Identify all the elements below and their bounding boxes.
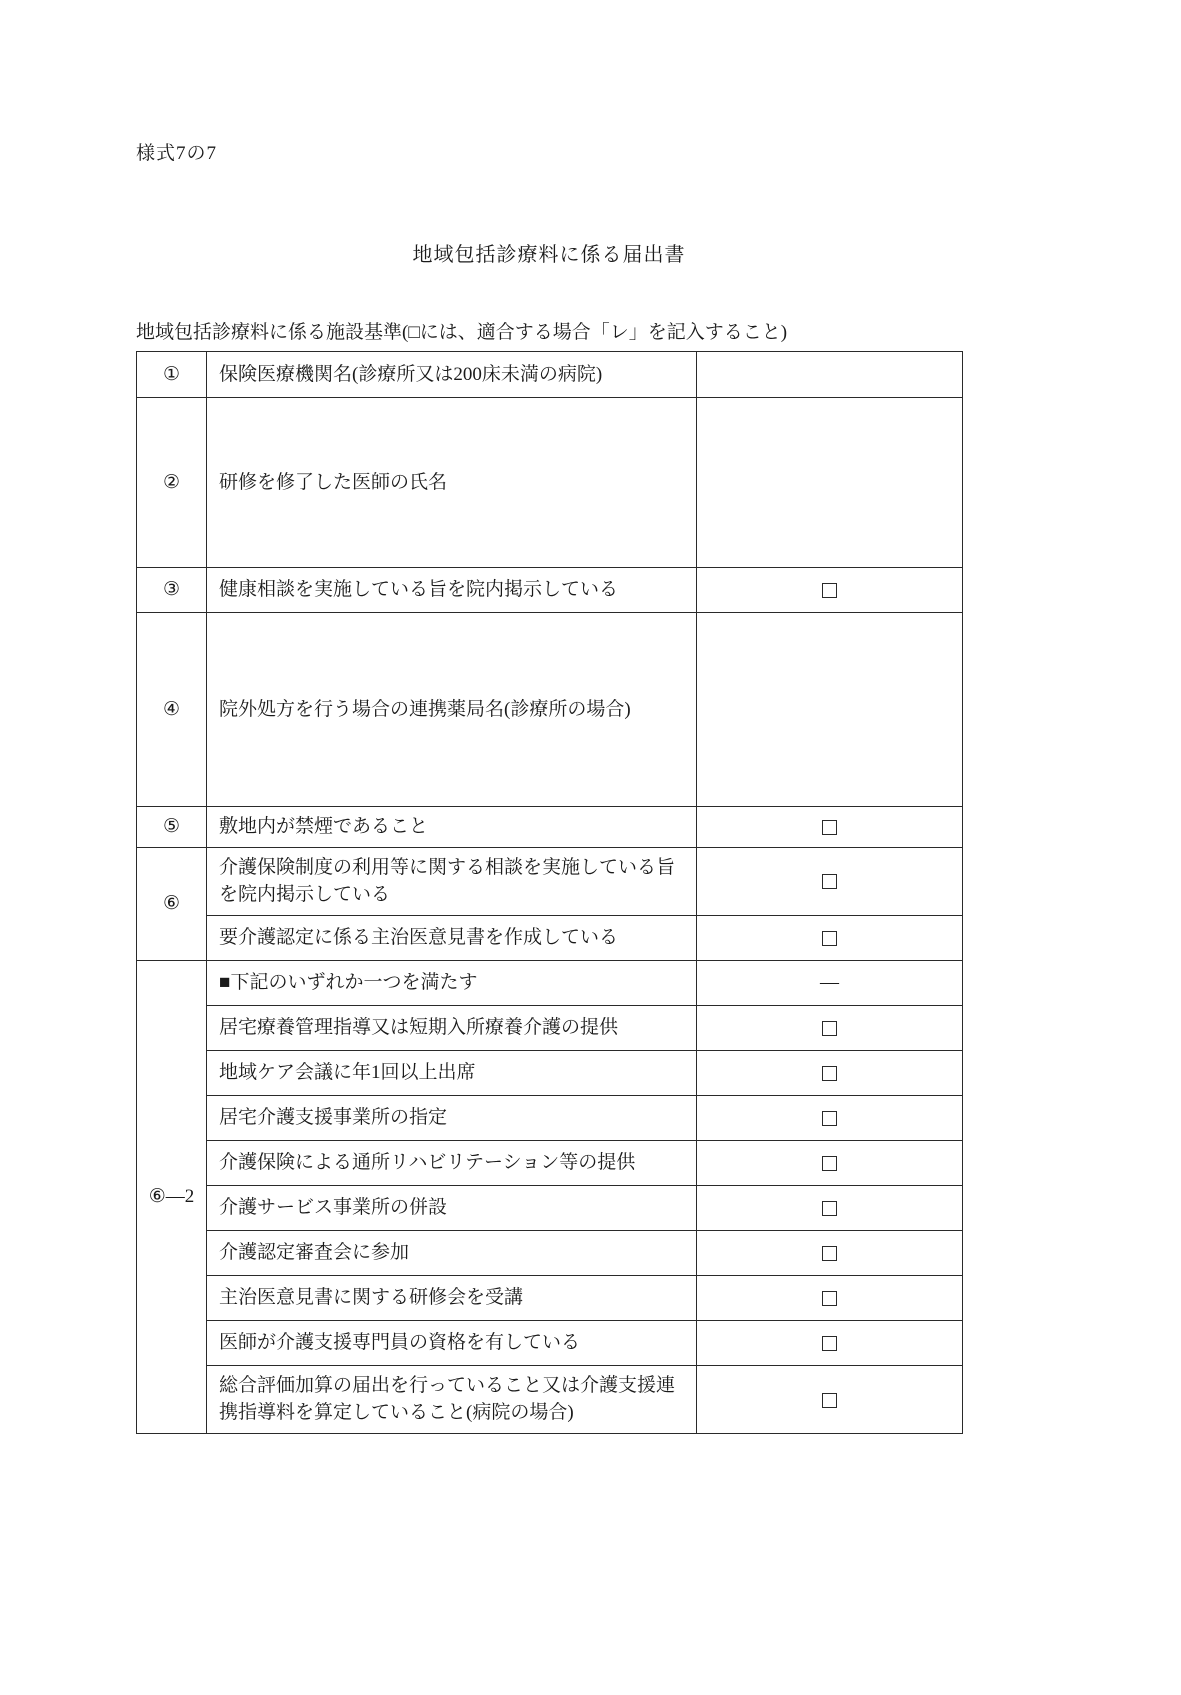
row-label: 介護認定審査会に参加 (207, 1230, 697, 1275)
document-content (136, 138, 962, 1434)
table-row (137, 613, 963, 807)
table-row (137, 1275, 963, 1320)
table-row (137, 398, 963, 568)
entry-cell[interactable] (697, 398, 963, 568)
table-row (137, 915, 963, 960)
dash-mark: ― (820, 971, 839, 993)
checkbox-cell (697, 1050, 963, 1095)
checkbox-cell (697, 847, 963, 915)
checkbox-cell (697, 807, 963, 848)
checkbox[interactable] (822, 1393, 837, 1408)
table-row (137, 568, 963, 613)
table-row (137, 1140, 963, 1185)
row-label: 主治医意見書に関する研修会を受講 (207, 1275, 697, 1320)
row-label: 地域ケア会議に年1回以上出席 (207, 1050, 697, 1095)
table-row (137, 807, 963, 848)
checkbox-cell (697, 1005, 963, 1050)
row-label: 研修を修了した医師の氏名 (207, 398, 697, 568)
table-row (137, 1185, 963, 1230)
table-row (137, 1320, 963, 1365)
table-caption: 地域包括診療料に係る施設基準(□には、適合する場合「レ」を記入すること) (136, 322, 788, 343)
row-number: ③ (137, 568, 207, 613)
checkbox[interactable] (822, 931, 837, 946)
page-title: 地域包括診療料に係る届出書 (412, 244, 686, 266)
table-row (137, 1005, 963, 1050)
entry-cell[interactable] (697, 352, 963, 398)
table-row (137, 1230, 963, 1275)
row-label: 介護サービス事業所の併設 (207, 1185, 697, 1230)
row-label: 敷地内が禁煙であること (207, 807, 697, 848)
checkbox[interactable] (822, 1336, 837, 1351)
row-label: ■下記のいずれか一つを満たす (207, 960, 697, 1005)
checkbox-cell (697, 1230, 963, 1275)
checkbox-cell (697, 915, 963, 960)
checkbox[interactable] (822, 1246, 837, 1261)
checkbox-cell (697, 568, 963, 613)
row-label: 介護保険による通所リハビリテーション等の提供 (207, 1140, 697, 1185)
checkbox[interactable] (822, 820, 837, 835)
checkbox-cell (697, 1320, 963, 1365)
checkbox[interactable] (822, 1291, 837, 1306)
row-number: ⑥―2 (137, 960, 207, 1433)
row-label: 医師が介護支援専門員の資格を有している (207, 1320, 697, 1365)
checkbox-cell (697, 1275, 963, 1320)
checkbox-cell (697, 1185, 963, 1230)
checkbox[interactable] (822, 1156, 837, 1171)
table-row (137, 352, 963, 398)
row-label: 院外処方を行う場合の連携薬局名(診療所の場合) (207, 613, 697, 807)
dash-cell (697, 960, 963, 1005)
row-number: ④ (137, 613, 207, 807)
table-row (137, 1050, 963, 1095)
row-label: 居宅介護支援事業所の指定 (207, 1095, 697, 1140)
checkbox[interactable] (822, 874, 837, 889)
row-label: 保険医療機関名(診療所又は200床未満の病院) (207, 352, 697, 398)
checkbox[interactable] (822, 583, 837, 598)
form-number: 様式7の7 (136, 143, 218, 164)
table-row (137, 960, 963, 1005)
row-label: 介護保険制度の利用等に関する相談を実施している旨を院内掲示している (207, 847, 697, 915)
table-row (137, 1095, 963, 1140)
row-label: 総合評価加算の届出を行っていること又は介護支援連携指導料を算定していること(病院の場合) (207, 1365, 697, 1433)
checkbox[interactable] (822, 1066, 837, 1081)
row-number: ① (137, 352, 207, 398)
checkbox[interactable] (822, 1021, 837, 1036)
row-number: ② (137, 398, 207, 568)
row-label: 健康相談を実施している旨を院内掲示している (207, 568, 697, 613)
checkbox-cell (697, 1095, 963, 1140)
row-number: ⑥ (137, 847, 207, 960)
table-row (137, 847, 963, 915)
table-row (137, 1365, 963, 1433)
checkbox-cell (697, 1140, 963, 1185)
row-label: 要介護認定に係る主治医意見書を作成している (207, 915, 697, 960)
criteria-table (136, 351, 963, 1434)
row-number: ⑤ (137, 807, 207, 848)
entry-cell[interactable] (697, 613, 963, 807)
checkbox[interactable] (822, 1111, 837, 1126)
checkbox[interactable] (822, 1201, 837, 1216)
checkbox-cell (697, 1365, 963, 1433)
row-label: 居宅療養管理指導又は短期入所療養介護の提供 (207, 1005, 697, 1050)
